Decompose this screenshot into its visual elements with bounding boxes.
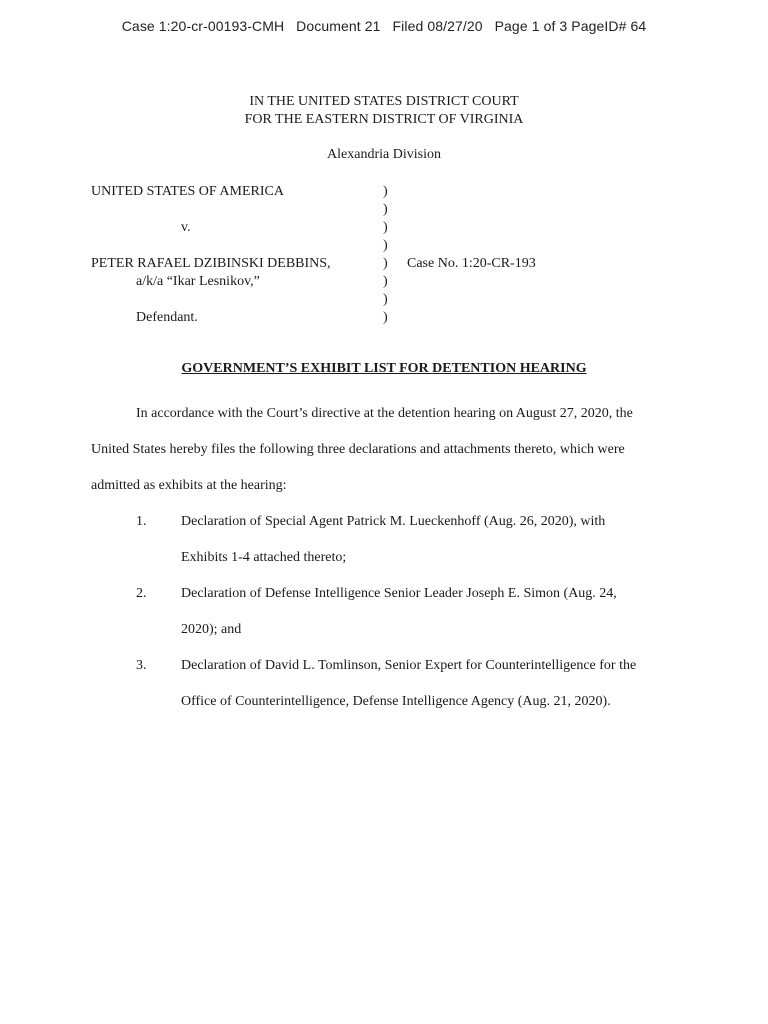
exhibit-line: Declaration of Special Agent Patrick M. Lueckenhoff (Aug. 26, 2020), with — [181, 514, 606, 529]
exhibit-number: 1. — [136, 514, 147, 529]
exhibit-text — [91, 576, 673, 648]
exhibit-number: 2. — [136, 586, 147, 601]
caption-paren: ) — [383, 220, 388, 235]
paragraph-line: admitted as exhibits at the hearing: — [91, 478, 287, 493]
caption-paren: ) — [383, 274, 388, 289]
caption-plaintiff: UNITED STATES OF AMERICA — [91, 184, 284, 199]
exhibit-number: 3. — [136, 658, 147, 673]
caption-defendant-label: Defendant. — [136, 310, 198, 325]
caption-alias: a/k/a “Ikar Lesnikov,” — [136, 274, 260, 289]
caption-paren: ) — [383, 292, 388, 307]
exhibit-item — [91, 504, 673, 576]
court-title-line-2: FOR THE EASTERN DISTRICT OF VIRGINIA — [244, 112, 524, 127]
exhibit-text — [91, 648, 673, 720]
exhibit-line: Office of Counterintelligence, Defense Intelligence Agency (Aug. 21, 2020). — [181, 694, 611, 709]
exhibit-line: Exhibits 1-4 attached thereto; — [181, 550, 347, 565]
caption-paren: ) — [383, 184, 388, 199]
exhibit-list — [91, 504, 673, 720]
exhibit-line: 2020); and — [181, 622, 242, 637]
caption-paren: ) — [383, 202, 388, 217]
exhibit-item — [91, 648, 673, 720]
caption-paren: ) — [383, 238, 388, 253]
intro-paragraph — [91, 396, 673, 504]
caption-defendant-name: PETER RAFAEL DZIBINSKI DEBBINS, — [91, 256, 331, 271]
court-title-line-1: IN THE UNITED STATES DISTRICT COURT — [249, 94, 519, 109]
case-number: Case No. 1:20-CR-193 — [407, 256, 536, 271]
document-heading: GOVERNMENT’S EXHIBIT LIST FOR DETENTION HEARING — [181, 361, 587, 376]
caption-versus: v. — [181, 220, 191, 235]
exhibit-line: Declaration of Defense Intelligence Senior Leader Joseph E. Simon (Aug. 24, — [181, 586, 617, 601]
court-division: Alexandria Division — [327, 147, 441, 162]
caption-paren: ) — [383, 256, 388, 271]
exhibit-text — [91, 504, 673, 576]
filing-header: Case 1:20-cr-00193-CMH Document 21 Filed 08/27/20 Page 1 of 3 PageID# 64 — [121, 18, 647, 34]
paragraph-line: United States hereby files the following three declarations and attachments thereto, which were — [91, 442, 625, 457]
exhibit-item — [91, 576, 673, 648]
exhibit-line: Declaration of David L. Tomlinson, Senior Expert for Counterintelligence for the — [181, 658, 637, 673]
caption-paren: ) — [383, 310, 388, 325]
paragraph-line: In accordance with the Court’s directive at the detention hearing on August 27, 2020, the — [136, 406, 633, 421]
court-title — [0, 93, 768, 129]
